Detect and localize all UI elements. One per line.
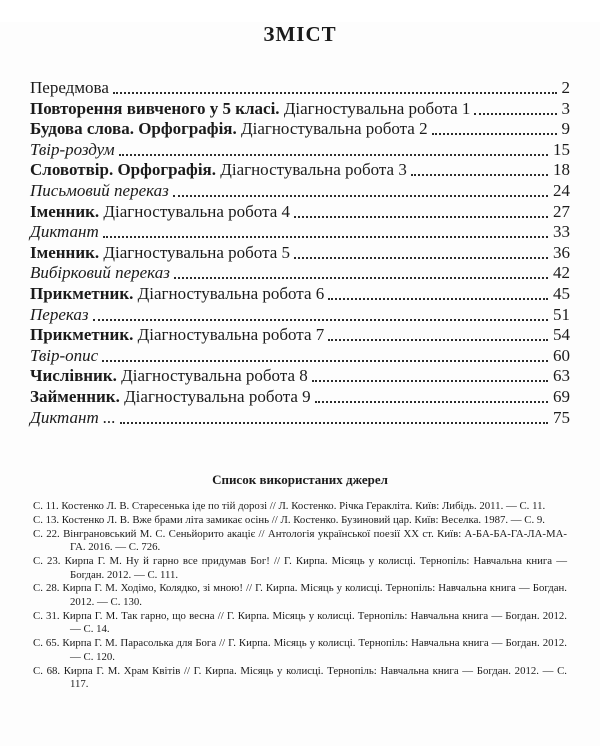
- toc-entry: [30, 119, 570, 140]
- source-reference: С. 11. Костенко Л. В. Старесенька іде по тій дорозі // Л. Костенко. Річка Геракліта. Київ: Либідь. 2011. — С. 11.: [33, 500, 546, 513]
- toc-entry-page-number: 63: [553, 366, 570, 386]
- page-title: ЗМІСТ: [263, 22, 337, 46]
- toc-entry: [30, 181, 570, 202]
- toc-entry-subtitle: Діагностувальна робота 3: [216, 160, 407, 180]
- toc-entry-title: Диктант: [30, 222, 99, 242]
- toc-entry-title: Диктант ...: [30, 407, 116, 427]
- toc-entry: [30, 408, 570, 429]
- toc-entry-page-number: 60: [553, 345, 570, 365]
- dot-leader: [315, 401, 548, 403]
- toc-entry-page-number: 18: [553, 160, 570, 180]
- toc-entry-title: Письмовий переказ: [30, 180, 169, 200]
- toc-entry: [30, 243, 570, 264]
- dot-leader: [173, 195, 548, 197]
- dot-leader: [474, 113, 556, 115]
- scanned-book-page: [0, 22, 600, 692]
- toc-entry-subtitle: Діагностувальна робота 7: [133, 325, 325, 345]
- toc-entry: [30, 305, 570, 326]
- toc-entry-title: Повторення вивченого у 5 класі.: [30, 98, 280, 118]
- toc-entry-title: Передмова: [30, 78, 109, 97]
- dot-leader: [312, 380, 548, 382]
- toc-entry-subtitle: Діагностувальна робота 6: [133, 283, 325, 303]
- sources-list: [30, 500, 570, 692]
- table-of-contents: [30, 78, 570, 428]
- dot-leader: [113, 92, 557, 94]
- toc-entry-title: Числівник.: [30, 366, 117, 386]
- toc-entry-page-number: 2: [561, 78, 570, 97]
- toc-entry-page-number: 75: [553, 407, 570, 427]
- toc-entry-title: Прикметник.: [30, 283, 134, 303]
- toc-entry-subtitle: Діагностувальна робота 8: [116, 366, 308, 386]
- toc-entry-page-number: 51: [553, 304, 570, 324]
- toc-entry-title: Будова слова. Орфографія.: [30, 119, 237, 139]
- dot-leader: [328, 339, 548, 341]
- toc-entry-page-number: 9: [561, 119, 570, 139]
- toc-entry-subtitle: Діагностувальна робота 5: [99, 242, 291, 262]
- dot-leader: [120, 422, 548, 424]
- dot-leader: [174, 277, 548, 279]
- toc-entry-page-number: 54: [553, 325, 570, 345]
- toc-entry-title: Переказ: [30, 304, 89, 324]
- sources-heading: Список використаних джерел: [212, 472, 388, 488]
- dot-leader: [432, 133, 557, 135]
- toc-entry-subtitle: Діагностувальна робота 1: [279, 98, 471, 118]
- toc-entry: [30, 78, 570, 99]
- dot-leader: [328, 298, 548, 300]
- toc-entry-title: Твір-роздум: [30, 139, 115, 159]
- dot-leader: [102, 360, 548, 362]
- toc-entry-page-number: 33: [553, 222, 570, 242]
- toc-entry-page-number: 24: [553, 180, 570, 200]
- dot-leader: [294, 257, 548, 259]
- toc-entry: [30, 346, 570, 367]
- source-reference: С. 68. Кирпа Г. М. Храм Квітів // Г. Кирпа. Місяць у колисці. Тернопіль: Навчальна книга — Богдан. 2012. — С. 117.: [33, 664, 567, 691]
- toc-entry: [30, 387, 570, 408]
- toc-entry-page-number: 27: [553, 201, 570, 221]
- toc-entry-title: Словотвір. Орфографія.: [30, 160, 216, 180]
- dot-leader: [103, 236, 548, 238]
- toc-entry: [30, 140, 570, 161]
- toc-entry-title: Іменник.: [30, 201, 100, 221]
- toc-entry-subtitle: Діагностувальна робота 4: [99, 201, 291, 221]
- toc-entry-page-number: 36: [553, 242, 570, 262]
- toc-entry: [30, 99, 570, 120]
- toc-entry: [30, 366, 570, 387]
- toc-entry-subtitle: Діагностувальна робота 2: [236, 119, 428, 139]
- source-reference: С. 23. Кирпа Г. М. Ну й гарно все придумав Бог! // Г. Кирпа. Місяць у колисці. Тернопіль: Навчальна книга — Богдан. 2012. — С. 111.: [33, 554, 567, 581]
- toc-entry-page-number: 15: [553, 139, 570, 159]
- toc-entry-page-number: 45: [553, 283, 570, 303]
- toc-entry: [30, 202, 570, 223]
- dot-leader: [294, 216, 548, 218]
- toc-entry-title: Іменник.: [30, 242, 100, 262]
- toc-entry-title: Займенник.: [30, 386, 120, 406]
- toc-entry: [30, 325, 570, 346]
- dot-leader: [119, 154, 548, 156]
- toc-entry: [30, 284, 570, 305]
- source-reference: С. 31. Кирпа Г. М. Так гарно, що весна // Г. Кирпа. Місяць у колисці. Тернопіль: Навчальна книга — Богдан. 2012. — С. 14.: [33, 609, 567, 636]
- toc-entry-title: Прикметник.: [30, 325, 134, 345]
- toc-entry-title: Вибірковий переказ: [30, 263, 170, 283]
- source-reference: С. 65. Кирпа Г. М. Парасолька для Бога // Г. Кирпа. Місяць у колисці. Тернопіль: Навчальна книга — Богдан. 2012. — С. 120.: [33, 637, 567, 663]
- toc-entry: [30, 222, 570, 243]
- dot-leader: [93, 319, 548, 321]
- toc-entry-page-number: 69: [553, 386, 570, 406]
- toc-entry-title: Твір-опис: [30, 345, 99, 365]
- toc-entry: [30, 263, 570, 284]
- source-reference: С. 28. Кирпа Г. М. Ходімо, Колядко, зі мною! // Г. Кирпа. Місяць у колисці. Тернопіль: Навчальна книга — Богдан. 2012. — С. 130.: [33, 582, 567, 609]
- toc-entry-page-number: 42: [553, 263, 570, 283]
- toc-entry-page-number: 3: [561, 98, 570, 118]
- dot-leader: [411, 174, 548, 176]
- source-reference: С. 22. Вінграновський М. С. Сеньйорито акаціє // Антологія української поезії XX ст. Київ: А-БА-БА-ГА-ЛА-МА-ГА. 2016. — С. 726.: [33, 527, 567, 554]
- toc-entry-subtitle: Діагностувальна робота 9: [119, 386, 311, 406]
- source-reference: С. 13. Костенко Л. В. Вже брами літа замикає осінь // Л. Костенко. Бузиновий цар. Київ: Веселка. 1987. — С. 9.: [33, 513, 545, 526]
- toc-entry: [30, 160, 570, 181]
